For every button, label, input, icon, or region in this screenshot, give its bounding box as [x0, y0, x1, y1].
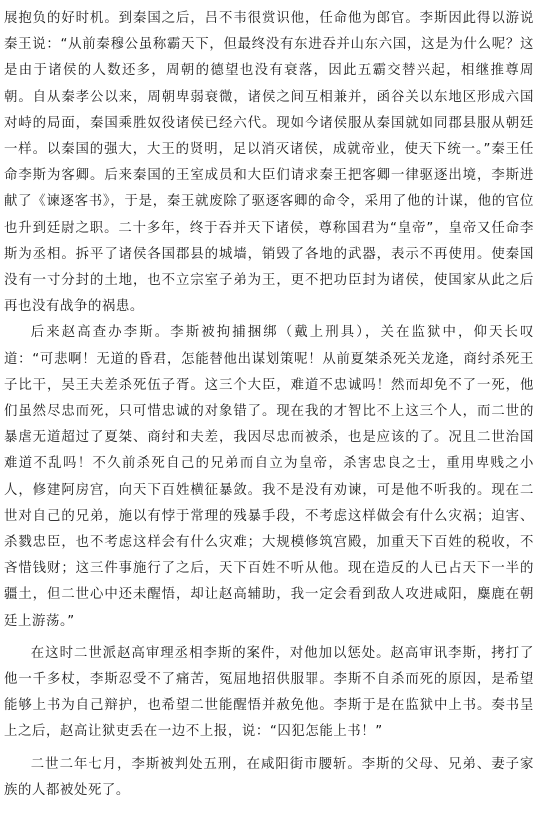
paragraph-1: 展抱负的好时机。到秦国之后，吕不韦很赏识他，任命他为郎官。李斯因此得以游说秦王说：“从前秦穆公虽称霸天下，但最终没有东进吞并山东六国，这是为什么呢？这是由于诸侯的人数还多，周朝的德望也没有衰落，因此五霸交替兴起，相继推尊周朝。自从秦孝公以来，周朝卑弱衰微，诸侯之间互相兼并，函谷关以东地区形成六国对峙的局面，秦国乘胜奴役诸侯已经六代。现如今诸侯服从秦国就如同郡县服从朝廷一样。以秦国的强大，大王的贤明，足以消灭诸侯，成就帝业，使天下统一。”秦王任命李斯为客卿。后来秦国的王室成员和大臣们请求秦王把客卿一律驱逐出境，李斯进献了《谏逐客书》，于是，秦王就废除了驱逐客卿的命令，采用了他的计谋，他的官位也升到廷尉之职。二十多年，终于吞并天下诸侯，尊称国君为“皇帝”，皇帝又任命李斯为丞相。拆平了诸侯各国郡县的城墙，销毁了各地的武器，表示不再使用。使秦国没有一寸分封的土地，也不立宗室子弟为王，更不把功臣封为诸侯，使国家从此之后再也没有战争的祸患。 [4, 11, 534, 315]
paragraph-3: 在这时二世派赵高审理丞相李斯的案件，对他加以惩处。赵高审讯李斯，拷打了他一千多杖，李斯忍受不了痛苦，冤屈地招供服罪。李斯不自杀而死的原因，是希望能够上书为自己辩护，也希望二世能醒悟并赦免他。李斯于是在监狱中上书。奏书呈上之后，赵高让狱吏丢在一边不上报，说：“囚犯怎能上书！” [4, 645, 534, 740]
paragraph-2: 后来赵高查办李斯。李斯被拘捕捆绑（戴上刑具），关在监狱中，仰天长叹道：“可悲啊！无道的昏君，怎能替他出谋划策呢！从前夏桀杀死关龙逄，商纣杀死王子比干，吴王夫差杀死伍子胥。这三个大臣，难道不忠诚吗！然而却免不了一死，他们虽然尽忠而死，只可惜忠诚的对象错了。现在我的才智比不上这三个人，而二世的暴虐无道超过了夏桀、商纣和夫差，我因尽忠而被杀，也是应该的了。况且二世治国难道不乱吗！不久前杀死自己的兄弟而自立为皇帝，杀害忠良之士，重用卑贱之小人，修建阿房宫，向天下百姓横征暴敛。我不是没有劝谏，可是他不听我的。现在二世对自己的兄弟，施以有悖于常理的残暴手段，不考虑这样做会有什么灾祸；迫害、杀戮忠臣，也不考虑这样会有什么灾难；大规模修筑宫殿，加重天下百姓的税收，不吝惜钱财；这三件事施行了之后，天下百姓不听从他。现在造反的人已占天下一半的疆土，但二世心中还未醒悟，却让赵高辅助，我一定会看到敌人攻进咸阳，麋鹿在朝廷上游荡。” [4, 325, 534, 629]
paragraph-4: 二世二年七月，李斯被判处五刑，在咸阳街市腰斩。李斯的父母、兄弟、妻子家族的人都被处死了。 [4, 756, 534, 798]
